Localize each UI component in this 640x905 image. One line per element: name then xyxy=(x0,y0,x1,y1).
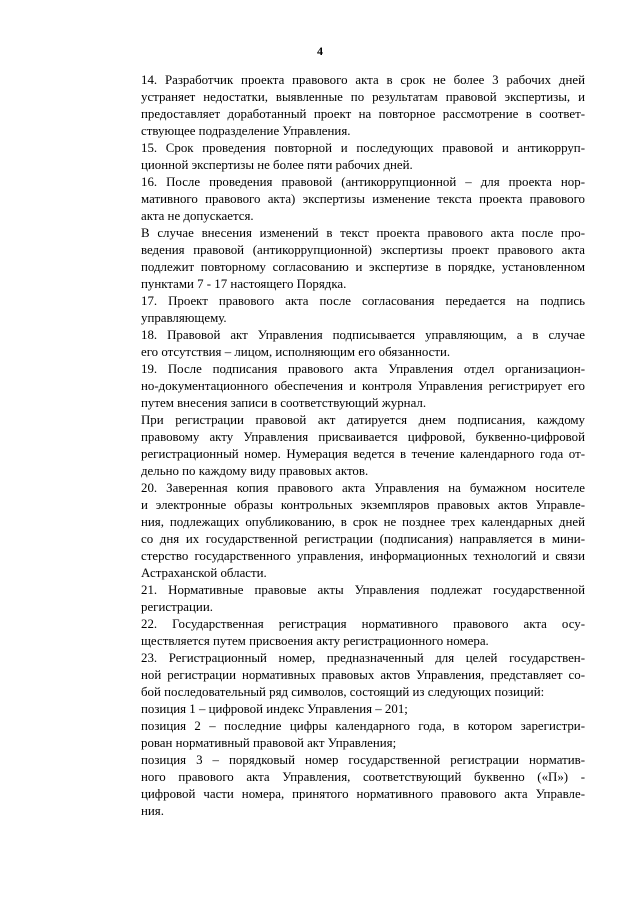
text-line: 20. Заверенная копия правового акта Управления на бумажном носителе xyxy=(141,481,585,495)
paragraph xyxy=(105,582,585,616)
text-line: В случае внесения изменений в текст проекта правового акта после про- xyxy=(141,226,585,240)
paragraph xyxy=(105,225,585,293)
document-body xyxy=(105,72,585,820)
text-line: и электронные образы контрольных экземпляров правовых актов Управле- xyxy=(141,498,585,512)
text-line: пунктами 7 - 17 настоящего Порядка. xyxy=(141,277,347,291)
paragraph xyxy=(105,72,585,140)
text-line: Астраханской области. xyxy=(141,566,267,580)
paragraph xyxy=(105,327,585,361)
text-line: мативного правового акта) экспертизы изменение текста проекта правового xyxy=(141,192,585,206)
text-line: правовому акту Управления присваивается цифровой, буквенно-цифровой xyxy=(141,430,585,444)
paragraph xyxy=(105,701,585,718)
text-line: устраняет недостатки, выявленные по результатам правовой экспертизы, и xyxy=(141,90,585,104)
text-line: 19. После подписания правового акта Управления отдел организацион- xyxy=(141,362,585,376)
paragraph xyxy=(105,650,585,701)
text-line: позиция 3 – порядковый номер государственной регистрации норматив- xyxy=(141,753,585,767)
text-line: ведения правовой (антикоррупционной) экспертизы проект правового акта xyxy=(141,243,585,257)
text-line: но-документационного обеспечения и контроля Управления регистрирует его xyxy=(141,379,585,393)
text-line: 22. Государственная регистрация нормативного правового акта осу- xyxy=(141,617,585,631)
paragraph xyxy=(105,718,585,752)
text-line: ния, подлежащих опубликованию, в срок не позднее трех календарных дней xyxy=(141,515,585,529)
text-line: регистрации. xyxy=(141,600,213,614)
text-line: ществляется путем присвоения акту регистрационного номера. xyxy=(141,634,489,648)
text-line: 14. Разработчик проекта правового акта в срок не более 3 рабочих дней xyxy=(141,73,585,87)
text-line: управляющему. xyxy=(141,311,227,325)
text-line: бой последовательный ряд символов, состоящий из следующих позиций: xyxy=(141,685,545,699)
text-line: путем внесения записи в соответствующий журнал. xyxy=(141,396,427,410)
text-line: ствующее подразделение Управления. xyxy=(141,124,351,138)
text-line: подлежит повторному согласованию и экспертизе в порядке, установленном xyxy=(141,260,585,274)
text-line: предоставляет доработанный проект на повторное рассмотрение в соответ- xyxy=(141,107,585,121)
paragraph xyxy=(105,480,585,582)
text-line: 15. Срок проведения повторной и последующих правовой и антикорруп- xyxy=(141,141,585,155)
text-line: позиция 1 – цифровой индекс Управления – 201; xyxy=(141,702,408,716)
text-line: 16. После проведения правовой (антикоррупционной – для проекта нор- xyxy=(141,175,585,189)
text-line: позиция 2 – последние цифры календарного года, в котором зарегистри- xyxy=(141,719,585,733)
paragraph xyxy=(105,140,585,174)
text-line: стерство государственного управления, информационных технологий и связи xyxy=(141,549,585,563)
paragraph xyxy=(105,293,585,327)
text-line: регистрационный номер. Нумерация ведется в течение календарного года от- xyxy=(141,447,585,461)
text-line: ной регистрации нормативных правовых актов Управления, представляет со- xyxy=(141,668,585,682)
paragraph xyxy=(105,616,585,650)
text-line: ционной экспертизы не более пяти рабочих дней. xyxy=(141,158,413,172)
text-line: рован нормативный правовой акт Управления; xyxy=(141,736,397,750)
paragraph xyxy=(105,752,585,820)
text-line: 18. Правовой акт Управления подписывается управляющим, а в случае xyxy=(141,328,585,342)
text-line: 17. Проект правового акта после согласования передается на подпись xyxy=(141,294,585,308)
text-line: акта не допускается. xyxy=(141,209,254,223)
page-number: 4 xyxy=(317,44,323,58)
text-line: со дня их государственной регистрации (подписания) направляется в мини- xyxy=(141,532,585,546)
text-line: дельно по каждому виду правовых актов. xyxy=(141,464,369,478)
text-line: При регистрации правовой акт датируется днем подписания, каждому xyxy=(141,413,585,427)
text-line: ния. xyxy=(141,804,164,818)
text-line: его отсутствия – лицом, исполняющим его обязанности. xyxy=(141,345,451,359)
text-line: 23. Регистрационный номер, предназначенный для целей государствен- xyxy=(141,651,585,665)
paragraph xyxy=(105,412,585,480)
paragraph xyxy=(105,174,585,225)
text-line: 21. Нормативные правовые акты Управления подлежат государственной xyxy=(141,583,585,597)
text-line: цифровой части номера, принятого нормативного правового акта Управле- xyxy=(141,787,585,801)
text-line: ного правового акта Управления, соответствующий буквенно («П») - xyxy=(141,770,585,784)
paragraph xyxy=(105,361,585,412)
